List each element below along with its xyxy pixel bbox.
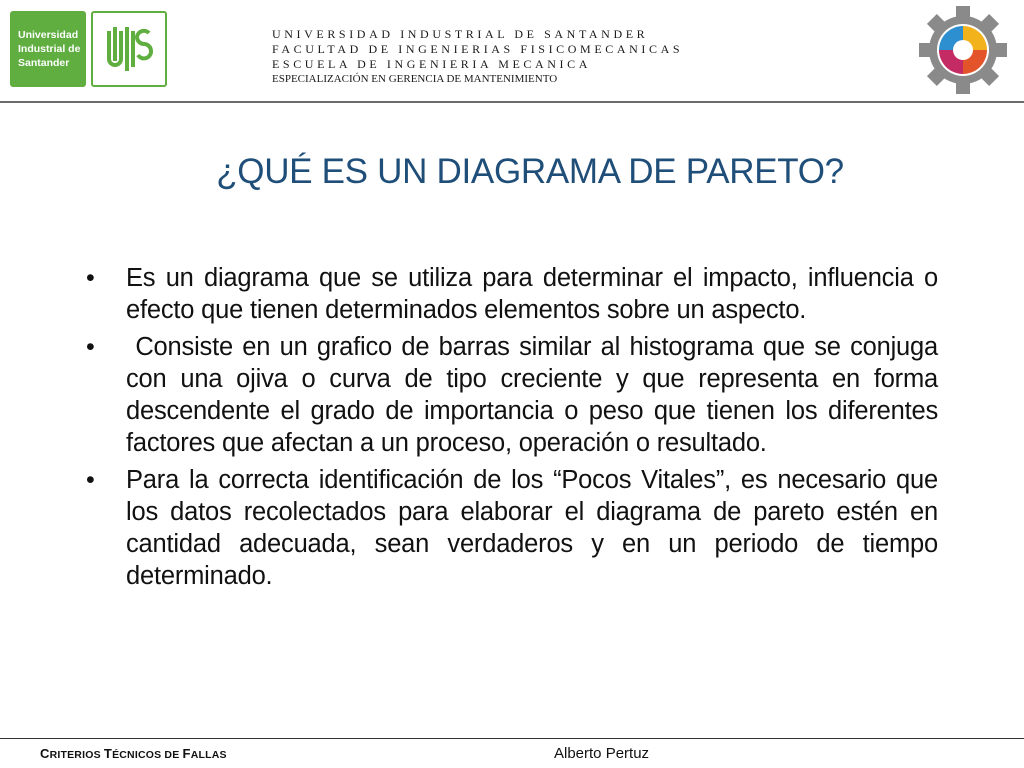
gear-swirl-logo-icon bbox=[918, 4, 1008, 96]
header-divider bbox=[0, 101, 1024, 103]
logo-text-line-2: Industrial de bbox=[18, 43, 81, 55]
footer-title-part: F bbox=[182, 746, 191, 761]
footer-divider bbox=[0, 738, 1024, 739]
slide-title: ¿QUÉ ES UN DIAGRAMA DE PARETO? bbox=[216, 152, 844, 191]
list-item bbox=[86, 262, 938, 326]
list-item bbox=[86, 464, 938, 592]
footer-title-part: T bbox=[103, 746, 113, 761]
footer-title-part: C bbox=[40, 746, 50, 761]
footer-title-part: ÉCNICOS DE bbox=[112, 749, 183, 761]
bullet-text: Para la correcta identificación de los “Pocos Vitales”, es necesario que los datos recolectados para elaborar el diagrama de pareto estén en cantidad adecuada, sean verdaderos y en un periodo de tiempo determinado. bbox=[126, 466, 938, 590]
university-logo bbox=[10, 11, 86, 87]
institution-line: ESPECIALIZACIÓN EN GERENCIA DE MANTENIMIENTO bbox=[272, 73, 558, 85]
uis-monogram-icon bbox=[93, 13, 165, 85]
institution-lines bbox=[272, 27, 683, 87]
institution-line: FACULTAD DE INGENIERIAS FISICOMECANICAS bbox=[272, 42, 684, 56]
bullet-text: Consiste en un grafico de barras similar al histograma que se conjuga con una ojiva o curva de tipo creciente y que representa en forma descendente el grado de importancia o peso que tienen los diferentes factores que afectan a un proceso, operación o resultado. bbox=[126, 333, 945, 457]
institution-line: ESCUELA DE INGENIERIA MECANICA bbox=[272, 57, 591, 71]
footer-title-part: ALLAS bbox=[190, 749, 227, 761]
footer-course-title bbox=[40, 746, 227, 761]
bullet-icon: • bbox=[86, 466, 95, 494]
logo-text-line-1: Universidad bbox=[18, 29, 79, 41]
bullet-list bbox=[86, 262, 945, 597]
footer-author: Alberto Pertuz bbox=[554, 745, 650, 762]
bullet-icon: • bbox=[86, 333, 95, 361]
logo-text-line-3: Santander bbox=[18, 57, 70, 69]
uis-monogram-logo bbox=[91, 11, 167, 87]
institution-line: UNIVERSIDAD INDUSTRIAL DE SANTANDER bbox=[272, 27, 649, 41]
list-item bbox=[86, 331, 945, 459]
bullet-text: Es un diagrama que se utiliza para determinar el impacto, influencia o efecto que tienen determinados elementos sobre un aspecto. bbox=[126, 264, 938, 324]
footer-title-part: RITERIOS bbox=[49, 749, 104, 761]
slide-header bbox=[0, 0, 1024, 104]
bullet-icon: • bbox=[86, 264, 95, 292]
